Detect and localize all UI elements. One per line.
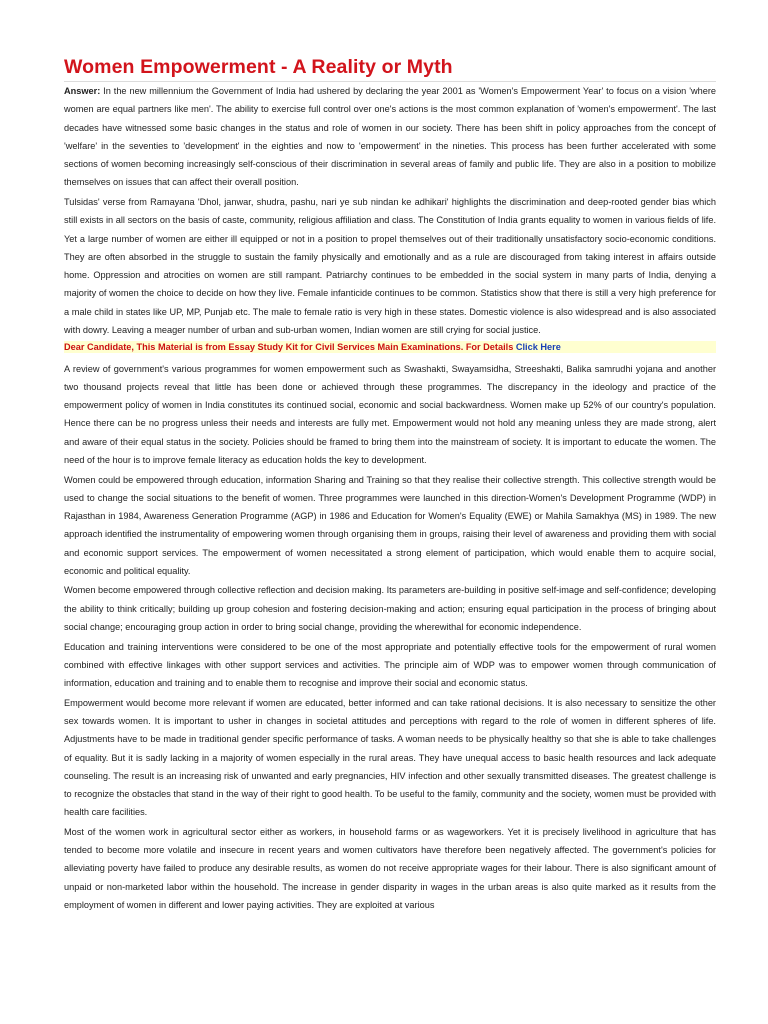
paragraph-7: Empowerment would become more relevant if women are educated, better informed and can take rational decisions. It is also necessary to sensitize the other sex towards women. It is important to usher in changes in societal attitudes and perceptions with regard to the role of women in different spheres of life. Adjustments have to be made in traditional gender specific performance of tasks. A woman needs to be physically healthy so that she is able to take challenges of equality. But it is sadly lacking in a majority of women especially in the rural areas. They have unequal access to basic health resources and lack adequate counseling. The result is an increasing risk of unwanted and early pregnancies, HIV infection and other sexually transmitted diseases. The greatest challenge is to recognize the obstacles that stand in the way of their right to good health. To be useful to the family, community and the society, women must be provided with health care facilities. bbox=[64, 697, 716, 818]
paragraph-3: A review of government's various programmes for women empowerment such as Swashakti, Swayamsidha, Streeshakti, Balika samrudhi yojana and another two thousand projects reveal that little has been done or achieved through these programmes. The discrepancy in the ideology and practice of the empowerment policy of women in India constitutes its continued social, economic and social backwardness. Women make up 52% of our country's population. Hence there can be no progress unless their needs and interests are fully met. Empowerment would not hold any meaning unless they are made strong, alert and aware of their equal status in the society. Policies should be framed to bring them into the mainstream of society. It is important to educate the women. The need of the hour is to improve female literacy as education holds the key to development. bbox=[64, 363, 716, 466]
paragraph-1 bbox=[64, 82, 716, 192]
paragraph-8: Most of the women work in agricultural sector either as workers, in household farms or as wageworkers. Yet it is precisely livelihood in agriculture that has tended to become more volatile and insecure in recent years and women cultivators have therefore been negatively affected. The government's policies for alleviating poverty have failed to produce any desirable results, as women do not receive appropriate wages for their labour. There is also significant amount of unpaid or non-marketed labor within the household. The increase in gender disparity in wages in the urban areas is also quite marked as it results from the employment of women in different and lower paying activities. They are exploited at various bbox=[64, 826, 716, 911]
paragraph-5: Women become empowered through collective reflection and decision making. Its parameters are-building in positive self-image and self-confidence; developing the ability to think critically; building up group cohesion and fostering decision-making and action; ensuring equal participation in the process of bringing about social change; encouraging group action in order to bring social change, providing the wherewithal for economic independence. bbox=[64, 585, 716, 633]
paragraph-1-text: In the new millennium the Government of India had ushered by declaring the year 2001 as 'Women's Empowerment Year' to focus on a vision 'where women are equal partners like men'. The ability to exercise full control over one's actions is the most common explanation of 'women's empowerment'. The last decades have witnessed some basic changes in the status and role of women in our society. There has been shift in policy approaches from the concept of 'welfare' in the seventies to 'development' in the eighties and now to 'empowerment' in the nineties. This process has been further accelerated with some sections of women becoming increasingly self-conscious of their discrimination in several areas of family and public life. They are also in a position to mobilize themselves on issues that can affect their overall position. bbox=[64, 86, 716, 188]
notice-text: Dear Candidate, This Material is from Essay Study Kit for Civil Services Main Examinations. For Details bbox=[64, 341, 516, 352]
answer-label: Answer: bbox=[64, 86, 101, 96]
paragraph-2: Tulsidas' verse from Ramayana 'Dhol, janwar, shudra, pashu, nari ye sub nindan ke adhikari' highlights the discrimination and deep-rooted gender bias which still exists in all sectors on the basis of caste, community, religious affiliation and class. The Constitution of India grants equality to women in various fields of life. Yet a large number of women are either ill equipped or not in a position to propel themselves out of their traditionally unsatisfactory socio-economic conditions. They are often absorbed in the struggle to sustain the family physically and emotionally and as a rule are discouraged from taking interest in affairs outside home. Oppression and atrocities on women are still rampant. Patriarchy continues to be embedded in the social system in many parts of India, denying a majority of women the choice to decide on how they live. Female infanticide continues to be common. Statistics show that there is still a very high preference for a male child in states like UP, MP, Punjab etc. The male to female ratio is very high in these states. Domestic violence is also widespread and is also associated with dowry. Leaving a meager number of urban and sub-urban women, Indian women are still crying for social justice. bbox=[64, 196, 716, 336]
paragraph-4: Women could be empowered through education, information Sharing and Training so that they realise their collective strength. This collective strength would be used to change the social situations to the benefit of women. Three programmes were launched in this direction-Women's Development Programme (WDP) in Rajasthan in 1984, Awareness Generation Programme (AGP) in 1986 and Education for Women's Equality (EWE) or Mahila Samakhya (MS) in 1989. The new approach identified the instrumentality of empowering women through organising them in groups, raising their level of awareness and providing them with social and economic support services. The empowerment of women necessitated a strong element of participation, which would enable them to acquire social, economic and political equality. bbox=[64, 474, 716, 576]
promo-notice bbox=[64, 341, 716, 353]
paragraph-6: Education and training interventions were considered to be one of the most appropriate and potentially effective tools for the empowerment of rural women combined with effective linkages with other support services and activities. The principle aim of WDP was to empower women through communication of information, education and training and to enable them to recognise and improve their social and economic status. bbox=[64, 641, 716, 689]
click-here-link[interactable]: Click Here bbox=[515, 341, 561, 352]
page-title: Women Empowerment - A Reality or Myth bbox=[64, 56, 453, 78]
